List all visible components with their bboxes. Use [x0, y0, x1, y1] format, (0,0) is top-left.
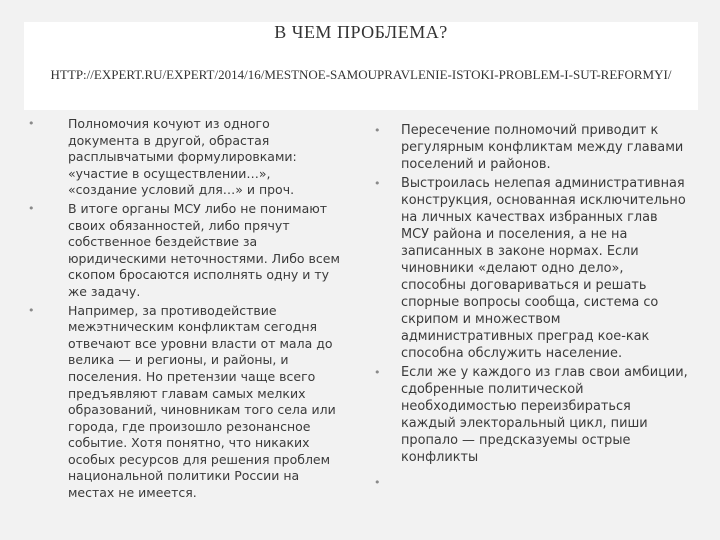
- left-column-list: [28, 116, 342, 504]
- bullet-icon: •: [28, 117, 35, 130]
- list-item: [374, 474, 688, 491]
- list-item-text: Выстроилась нелепая административная конструкция, основанная исключительно на личных качествах избранных глав МСУ района и поселения, а не на записанных в законе нормах. Если чиновники «делают одно дело», способны договариваться и решать спорные вопросы сообща, система со скрипом и множеством административных преград кое-как способна обслужить население.: [401, 176, 686, 361]
- bullet-icon: •: [374, 476, 381, 489]
- list-item-text: В итоге органы МСУ либо не понимают своих обязанностей, либо прячут собственное бездействие за юридическими неточностями. Либо всем скопом бросаются исполнять одну и ту же задачу.: [68, 200, 340, 299]
- list-item-text: Пересечение полномочий приводит к регулярным конфликтам между главами поселений и районов.: [401, 123, 684, 172]
- list-item-text: Если же у каждого из глав свои амбиции, сдобренные политической необходимостью переизбираться каждый электоральный цикл, пиши пропало — предсказуемы острые конфликты: [401, 365, 688, 465]
- list-item: [28, 116, 342, 199]
- list-item-text: [401, 474, 688, 491]
- source-url: HTTP://EXPERT.RU/EXPERT/2014/16/MESTNOE-SAMOUPRAVLENIE-ISTOKI-PROBLEM-I-SUT-REFORMYI/: [50, 67, 672, 82]
- bullet-icon: •: [28, 303, 35, 317]
- title-box: [24, 22, 698, 110]
- bullet-icon: •: [374, 366, 381, 379]
- list-item-text: Например, за противодействие межэтническим конфликтам сегодня отвечают все уровни власти от мала до велика — и регионы, и районы, и поселения. Но претензии чаще всего предъявляют главам самых мелких образований, чиновникам того села или города, где произошло резонансное событие. Хотя понятно, что никаких особых ресурсов для решения проблем национальной политики России на местах не имеется.: [68, 302, 336, 501]
- bullet-icon: •: [374, 124, 381, 137]
- list-item: [28, 201, 342, 301]
- list-item: [374, 364, 688, 466]
- list-item: [28, 303, 342, 502]
- list-item-text: Полномочия кочуют из одного документа в другой, обрастая расплывчатыми формулировками: «участие в осуществлении…», «создание условий для…» и проч.: [68, 116, 297, 198]
- bullet-icon: •: [28, 201, 35, 215]
- slide-title: В ЧЕМ ПРОБЛЕМА?: [274, 22, 448, 42]
- right-column-list: [374, 122, 688, 493]
- list-item: [374, 175, 688, 362]
- bullet-icon: •: [374, 177, 381, 190]
- list-item: [374, 122, 688, 173]
